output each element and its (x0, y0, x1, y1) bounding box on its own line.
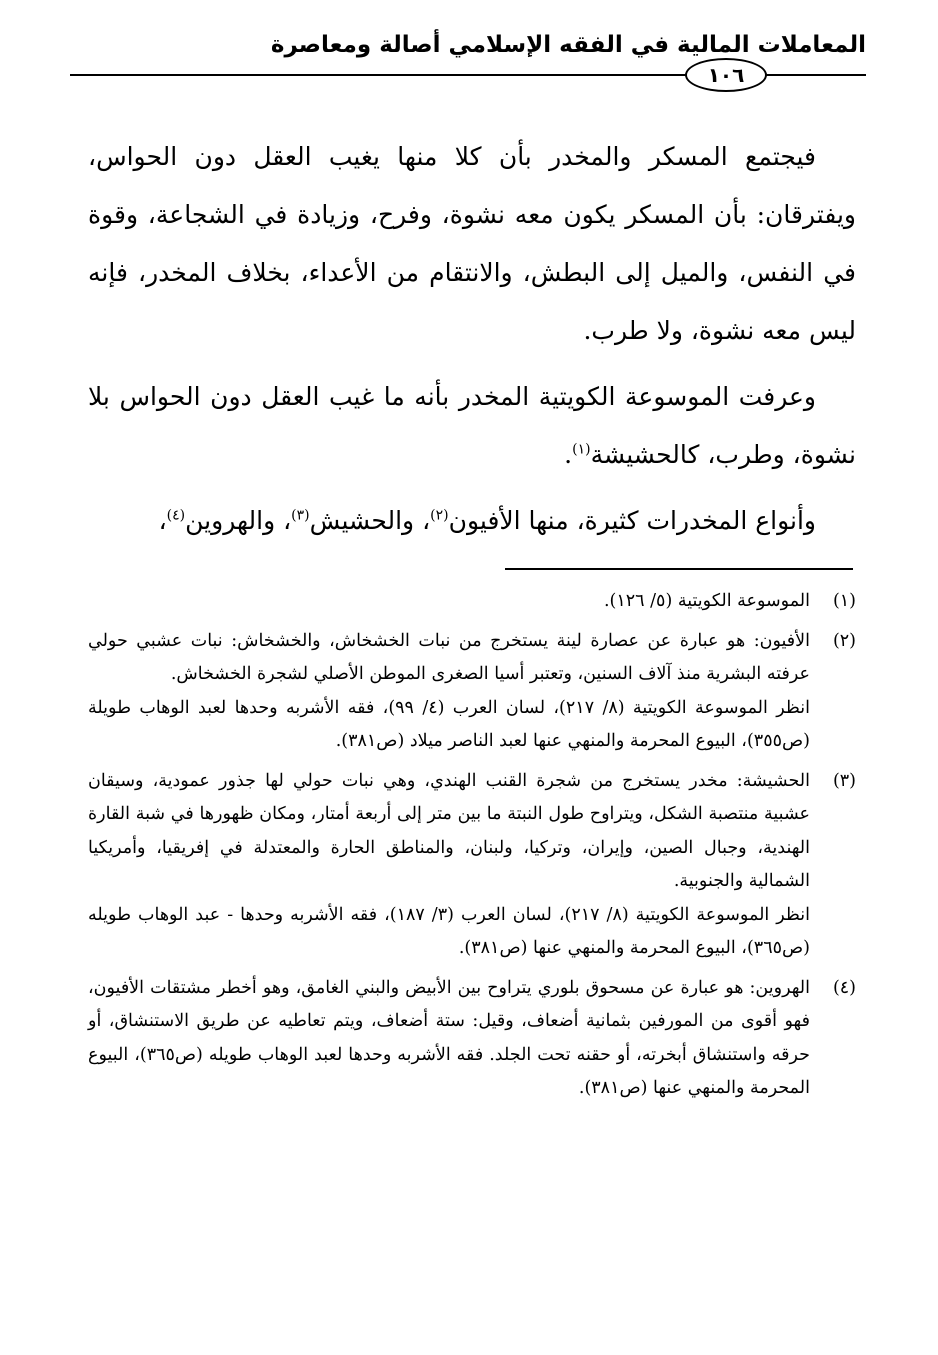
footnote-body (88, 625, 810, 759)
main-text (88, 128, 856, 558)
page-header (70, 28, 866, 88)
paragraph-text: وعرفت الموسوعة الكويتية المخدر بأنه ما غيب العقل دون الحواس بلا نشوة، وطرب، كالحشيشة (88, 382, 856, 469)
footnote-number: (١) (832, 591, 856, 611)
paragraph-text: وأنواع المخدرات كثيرة، منها الأفيون (448, 506, 816, 535)
footnotes (88, 585, 856, 1112)
footnote-separator (505, 568, 853, 570)
footnote-1 (88, 585, 856, 619)
footnote-3 (88, 765, 856, 966)
footnote-body (88, 765, 810, 966)
body-paragraph-3 (88, 492, 856, 550)
footnote-text: انظر الموسوعة الكويتية (٨/ ٢١٧)، لسان العرب (٣/ ١٨٧)، فقه الأشربه وحدها - عبد الوهاب طويله (ص٣٦٥)، البيوع المحرمة والمنهي عنها (ص٣٨١). (88, 904, 811, 958)
footnote-text: الأفيون: هو عبارة عن عصارة لينة يستخرج من نبات الخشخاش، والخشخاش: نبات عشبي حولي عرفته البشرية منذ آلاف السنين، وتعتبر أسيا الصغرى الموطن الأصلي لشجرة الخشخاش. (88, 630, 810, 684)
footnote-body (88, 585, 810, 619)
footnote-ref-4[interactable]: (٤) (166, 507, 186, 524)
paragraph-text: ، والهروين (185, 506, 292, 535)
footnote-text: الموسوعة الكويتية (٥/ ١٢٦). (603, 591, 810, 611)
paragraph-text: ، والحشيش (309, 506, 431, 535)
footnote-ref-3[interactable]: (٣) (291, 507, 310, 524)
footnote-number: (٢) (832, 630, 856, 651)
footnote-number: (٣) (832, 770, 856, 791)
footnote-ref-2[interactable]: (٢) (430, 507, 449, 524)
paragraph-text: . (564, 440, 573, 469)
page-number-badge: ١٠٦ (685, 58, 767, 92)
running-head-title: المعاملات المالية في الفقه الإسلامي أصالة ومعاصرة (270, 32, 866, 58)
footnote-4 (88, 972, 856, 1106)
footnote-body (88, 972, 810, 1106)
paragraph-text: ، (158, 506, 167, 535)
footnote-text: الحشيشة: مخدر يستخرج من شجرة القنب الهندي، وهي نبات حولي لها جذور عمودية، وسيقان عشبية منتصبة الشكل، ويتراوح طول النبتة ما بين متر إلى أربعة أمتار، ومكان ظهورها في شبة القارة الهندية، وجبال الصين، وإيران، وتركيا، ولبنان، والمناطق الحارة والمعتدلة في إفريقيا، وأمريكيا الشمالية والجنوبية. (88, 770, 810, 891)
footnote-number: (٤) (832, 977, 856, 998)
footnote-ref-1[interactable]: (١) (572, 441, 591, 458)
footnote-text: انظر الموسوعة الكويتية (٨/ ٢١٧)، لسان العرب (٤/ ٩٩)، فقه الأشربه وحدها لعبد الوهاب طويلة (ص٣٥٥)، البيوع المحرمة والمنهي عنها لعبد الناصر ميلاد (ص٣٨١). (88, 697, 810, 751)
body-paragraph-1: فيجتمع المسكر والمخدر بأن كلا منها يغيب العقل دون الحواس، ويفترقان: بأن المسكر يكون معه نشوة، وفرح، وزيادة في الشجاعة، وقوة في النفس، والميل إلى البطش، والانتقام من الأعداء، بخلاف المخدر، فإنه ليس معه نشوة، ولا طرب. (88, 142, 856, 345)
body-paragraph-2 (88, 368, 856, 484)
footnote-2 (88, 625, 856, 759)
footnote-text: الهروين: هو عبارة عن مسحوق بلوري يتراوح بين الأبيض والبني الغامق، وهو أخطر مشتقات الأفيون، فهو أقوى من المورفين بثمانية أضعاف، وقيل: ستة أضعاف، ويتم تعاطيه عن طريق الاستنشاق، أو حرقه واستنشاق أبخرته، أو حقنه تحت الجلد. فقه الأشربه وحدها لعبد الوهاب طويله (ص٣٦٥)، البيوع المحرمة والمنهي عنها (ص٣٨١). (88, 977, 810, 1098)
